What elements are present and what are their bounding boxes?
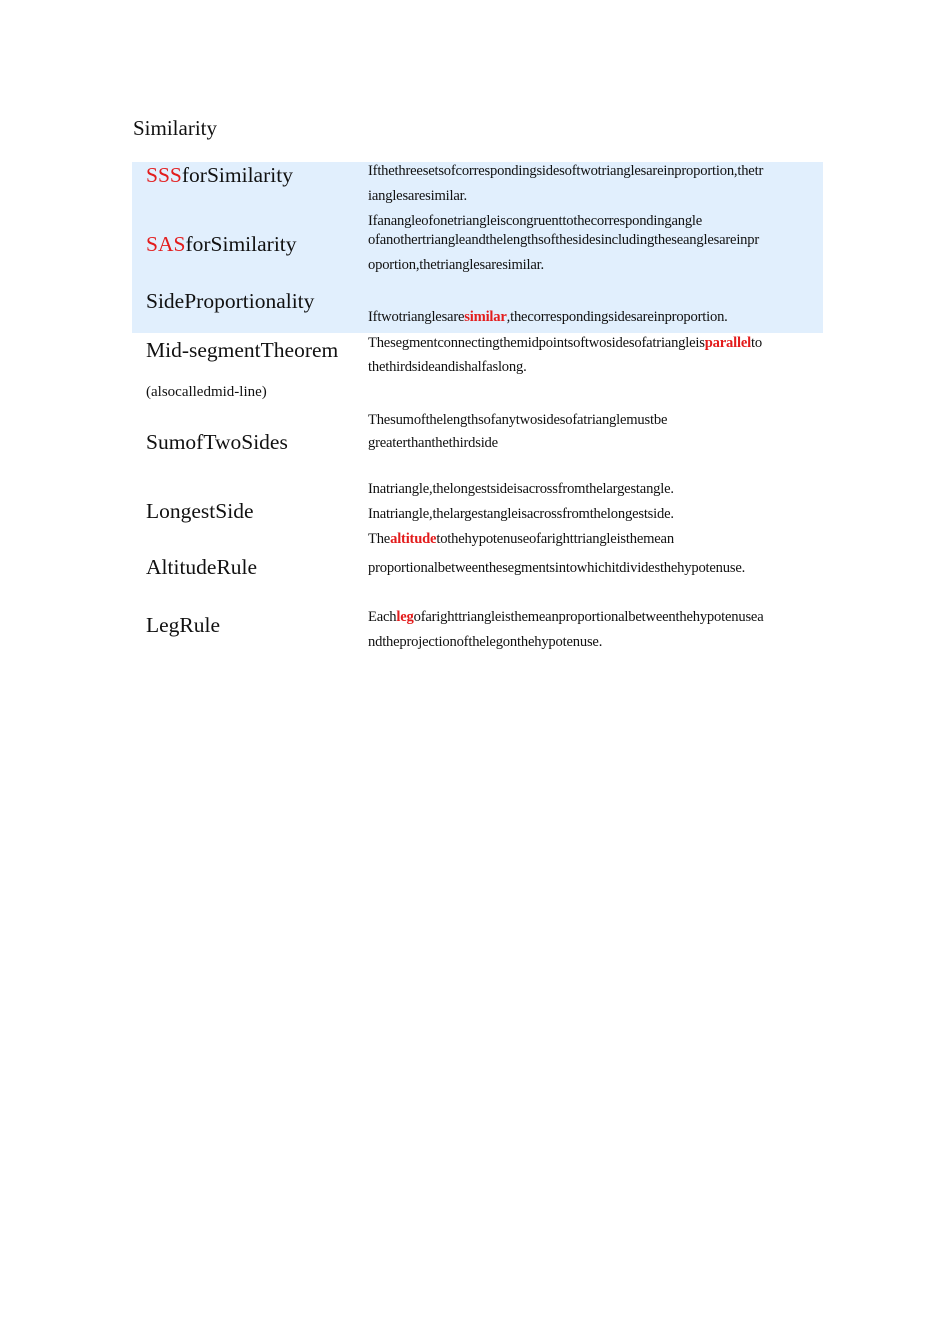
- sum-two-sides-desc-line1: Thesumofthelengthsofanytwosidesofatrianglemustbe: [368, 412, 668, 428]
- side-proportionality-term: SideProportionality: [146, 289, 315, 313]
- sss-term: [146, 163, 293, 188]
- midseg-desc-key: parallel: [704, 335, 751, 351]
- midsegment-desc-line2: thethirdsideandishalfaslong.: [368, 359, 527, 375]
- side-proportionality-desc: [368, 309, 728, 326]
- altitude-rule-term: AltitudeRule: [146, 555, 258, 579]
- longest-side-term: LongestSide: [146, 499, 254, 523]
- sss-desc-line1: Ifthethreesetsofcorrespondingsidesoftwotrianglesareinproportion,thetr: [368, 163, 764, 179]
- sas-desc-line2: ofanothertriangleandthelengthsofthesidesincludingtheseanglesareinpr: [368, 232, 760, 248]
- sas-term-key: SAS: [146, 232, 186, 256]
- altitude-desc-pre: The: [368, 531, 391, 547]
- leg-rule-desc-line2: ndtheprojectionofthelegonthehypotenuse.: [368, 634, 603, 650]
- side-prop-desc-post: ,thecorrespondingsidesareinproportion.: [506, 309, 728, 325]
- side-prop-desc-pre: Iftwotrianglesare: [368, 309, 465, 325]
- sss-desc-line2: ianglesaresimilar.: [368, 188, 467, 204]
- sum-two-sides-term: SumofTwoSides: [146, 430, 288, 454]
- leg-rule-term: LegRule: [146, 613, 221, 637]
- sas-desc-line3: oportion,thetrianglesaresimilar.: [368, 257, 544, 273]
- sas-term: [146, 232, 297, 257]
- altitude-desc-key: altitude: [390, 531, 437, 547]
- longest-side-desc-line1: Inatriangle,thelongestsideisacrossfromthelargestangle.: [368, 481, 674, 497]
- altitude-rule-desc-line1: [368, 531, 674, 548]
- sss-term-key: SSS: [146, 163, 182, 187]
- midsegment-desc-line1: [368, 335, 762, 352]
- side-prop-desc-key: similar: [464, 309, 507, 325]
- midseg-desc-post: to: [750, 335, 762, 351]
- leg-desc-pre: Each: [368, 609, 397, 625]
- leg-desc-key: leg: [396, 609, 414, 625]
- leg-rule-desc-line1: [368, 609, 763, 626]
- leg-desc-post: ofarighttriangleisthemeanproportionalbetweenthehypotenusea: [413, 609, 764, 625]
- midsegment-term: Mid-segmentTheorem: [146, 338, 339, 362]
- midsegment-note: (alsocalledmid-line): [146, 384, 267, 400]
- midseg-desc-pre: Thesegmentconnectingthemidpointsoftwosidesofatriangleis: [368, 335, 705, 351]
- page-title: Similarity: [133, 116, 217, 140]
- altitude-desc-post: tothehypotenuseofarighttriangleisthemean: [436, 531, 674, 547]
- sas-desc-line1: Ifanangleofonetriangleiscongruenttothecorrespondingangle: [368, 213, 703, 229]
- altitude-rule-desc-line2: proportionalbetweenthesegmentsintowhichitdividesthehypotenuse.: [368, 560, 746, 576]
- sss-term-rest: forSimilarity: [181, 163, 293, 187]
- longest-side-desc-line2: Inatriangle,thelargestangleisacrossfromthelongestside.: [368, 506, 674, 522]
- sum-two-sides-desc-line2: greaterthanthethirdside: [368, 435, 498, 451]
- sas-term-rest: forSimilarity: [185, 232, 297, 256]
